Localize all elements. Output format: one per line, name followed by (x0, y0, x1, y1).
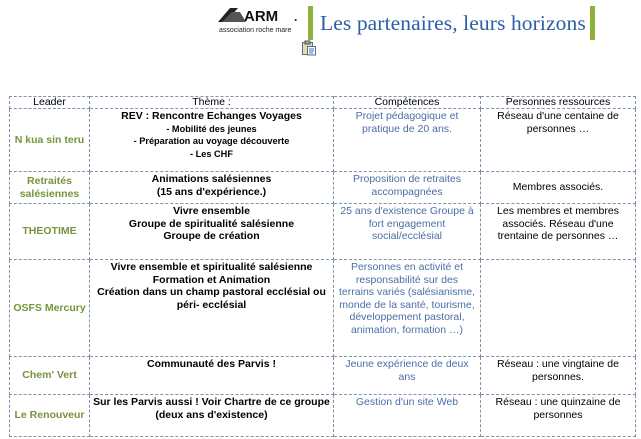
leader-cell: Le Renouveur (10, 395, 90, 437)
theme-cell (90, 109, 334, 172)
ressources-cell (481, 260, 636, 357)
header-ressources: Personnes ressources (481, 97, 636, 109)
theme-line: (15 ans d'expérience.) (156, 185, 267, 198)
theme-line: Animations salésiennes (151, 173, 272, 185)
ressources-cell: Réseau : une vingtaine de personnes. (481, 357, 636, 395)
svg-text:.: . (294, 10, 298, 24)
competences-cell: Personnes en activité et responsabilité sur des terrains variés (salésianisme, monde de la santé, tourisme, développement pastoral, animation, formation …) (334, 260, 481, 357)
competences-cell: Jeune expérience de deux ans (334, 357, 481, 395)
table-row (10, 357, 636, 395)
theme-line: Groupe de création (163, 230, 260, 242)
clipboard-icon[interactable] (301, 40, 317, 56)
ressources-cell: Les membres et membres associés. Réseau d'une trentaine de personnes … (481, 204, 636, 260)
leader-cell: Retraités salésiennes (10, 172, 90, 204)
theme-line: Communauté des Parvis ! (147, 358, 276, 370)
theme-cell (90, 172, 334, 204)
theme-line: Sur les Parvis aussi ! Voir Chartre de ce groupe (deux ans d'existence) (93, 396, 330, 421)
theme-line: Vivre ensemble (173, 205, 250, 217)
partners-table (9, 96, 636, 437)
header-theme: Thème : (90, 97, 334, 109)
competences-cell: Gestion d'un site Web (334, 395, 481, 437)
table-row (10, 204, 636, 260)
table-header-row (10, 97, 636, 109)
table-row (10, 109, 636, 172)
theme-line: Création dans un champ pastoral ecclésial ou péri- ecclésial (97, 286, 326, 311)
ressources-cell: Membres associés. (481, 172, 636, 204)
table-row (10, 260, 636, 357)
page-heading (308, 4, 595, 42)
theme-line: Groupe de spiritualité salésienne (128, 217, 295, 230)
leader-cell: THEOTIME (10, 204, 90, 260)
theme-line: Formation et Animation (152, 273, 271, 286)
theme-cell (90, 260, 334, 357)
logo-tagline: association roche mare (219, 27, 292, 34)
table-row (10, 395, 636, 437)
page-title: Les partenaires, leurs horizons (320, 10, 586, 35)
leader-cell: N kua sin teru (10, 109, 90, 172)
theme-subitem: - Mobilité des jeunes (166, 123, 257, 134)
theme-cell (90, 357, 334, 395)
competences-cell: Projet pédagogique et pratique de 20 ans. (334, 109, 481, 172)
leader-cell: Chem' Vert (10, 357, 90, 395)
ressources-cell: Réseau d'une centaine de personnes … (481, 109, 636, 172)
competences-cell: 25 ans d'existence Groupe à fort engagement social/ecclésial (334, 204, 481, 260)
arm-logo (216, 6, 296, 38)
competences-cell: Proposition de retraites accompagnées (334, 172, 481, 204)
header-competences: Compétences (334, 97, 481, 109)
header-leader: Leader (10, 97, 90, 109)
right-bracket-decoration (590, 6, 595, 40)
arm-logo-graphic (216, 6, 296, 38)
theme-cell (90, 395, 334, 437)
theme-cell (90, 204, 334, 260)
ressources-cell: Réseau : une quinzaine de personnes (481, 395, 636, 437)
table-row (10, 172, 636, 204)
theme-subitem: - Les CHF (190, 148, 233, 159)
theme-subitem: - Préparation au voyage découverte (133, 136, 290, 147)
theme-line: REV : Rencontre Echanges Voyages (121, 110, 302, 122)
theme-line: Vivre ensemble et spiritualité salésienne (110, 261, 313, 273)
logo-brand: ARM (244, 8, 279, 25)
leader-cell: OSFS Mercury (10, 260, 90, 357)
